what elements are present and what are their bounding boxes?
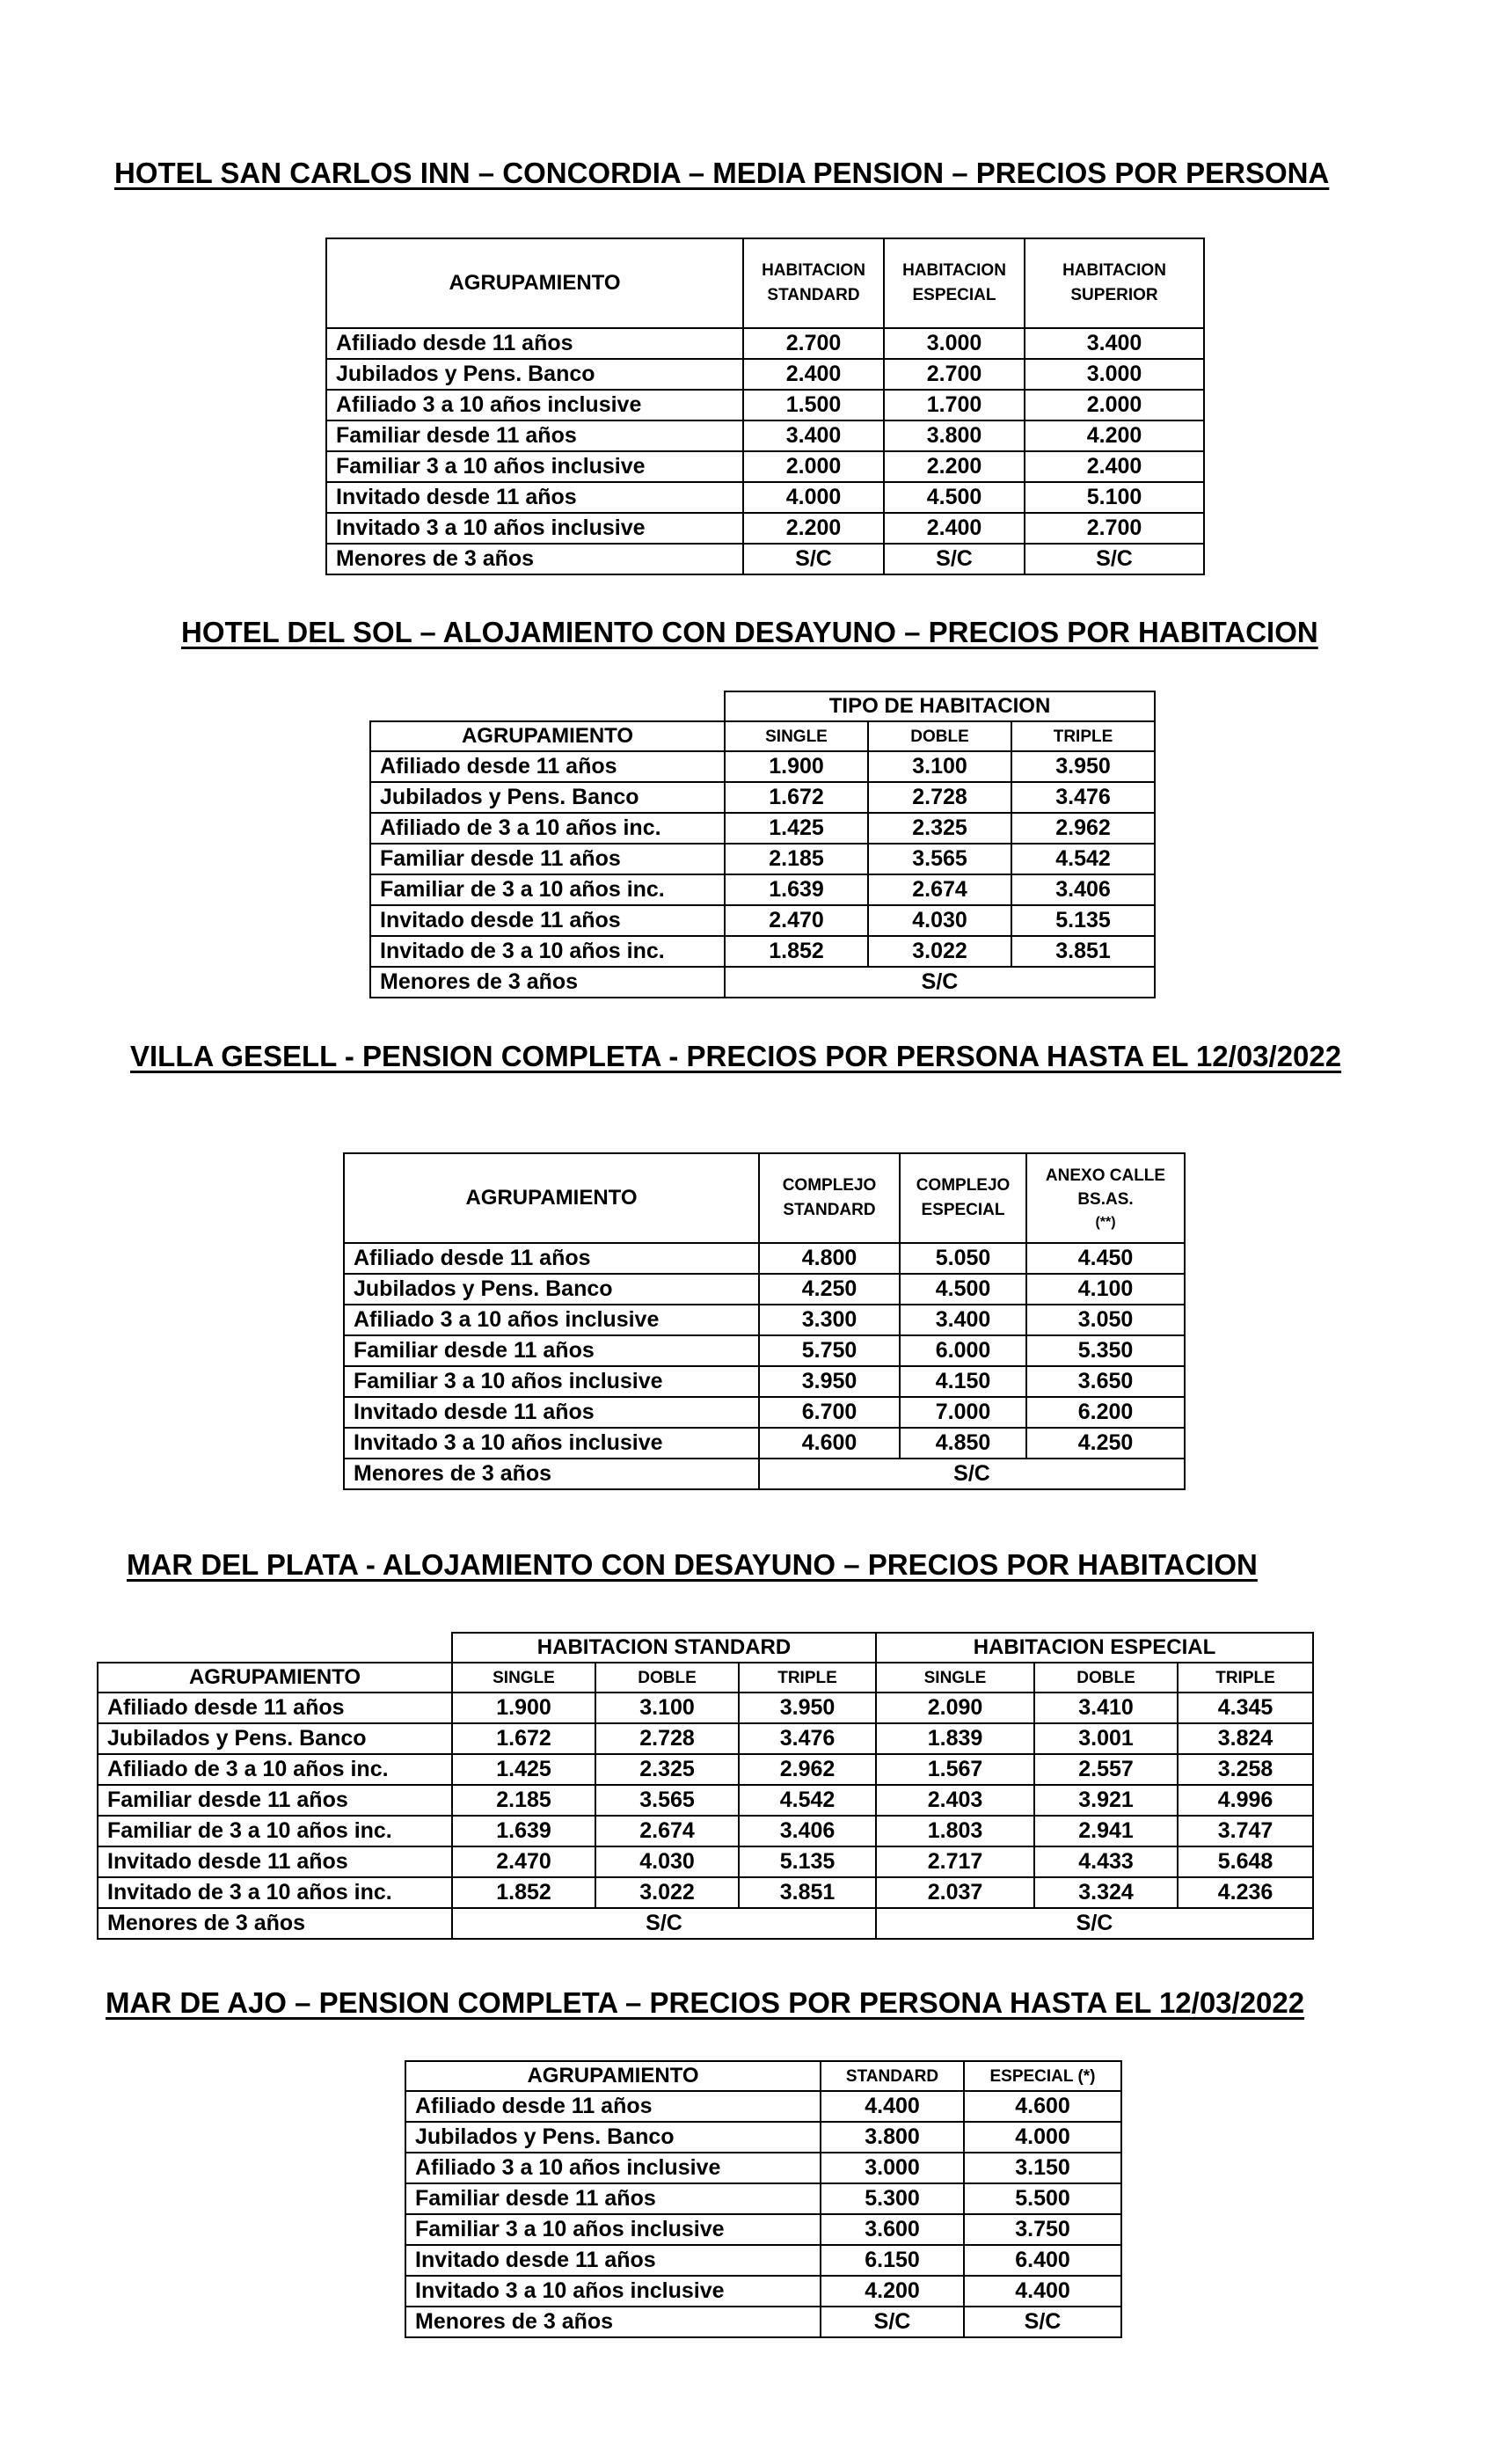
cell-value: 3.022 <box>595 1877 739 1908</box>
cell-value: 1.852 <box>725 936 868 967</box>
row-label: Invitado 3 a 10 años inclusive <box>326 513 743 544</box>
cell-value: 2.470 <box>725 905 868 936</box>
table-row <box>344 1397 1185 1428</box>
header-line: BS.AS. <box>1077 1190 1134 1210</box>
row-label: Menores de 3 años <box>98 1908 452 1939</box>
cell-value: 1.803 <box>876 1816 1034 1846</box>
price-table-san-carlos <box>325 238 1205 575</box>
cell-value: 3.476 <box>1011 782 1155 813</box>
row-label: Invitado desde 11 años <box>98 1846 452 1877</box>
table-row <box>370 813 1155 844</box>
cell-value: 2.200 <box>884 451 1025 482</box>
cell-value: 5.300 <box>821 2183 964 2214</box>
cell-value: 3.747 <box>1178 1816 1313 1846</box>
table-row <box>98 1693 1313 1723</box>
header-habitacion-standard: HABITACION STANDARD <box>452 1633 876 1663</box>
cell-value: 3.950 <box>1011 751 1155 782</box>
cell-value: S/C <box>759 1459 1185 1489</box>
cell-value: 2.941 <box>1034 1816 1178 1846</box>
cell-value: 2.185 <box>725 844 868 874</box>
header-col-triple: TRIPLE <box>1178 1663 1313 1693</box>
header-line: ESPECIAL <box>921 1201 1005 1219</box>
cell-value: 4.400 <box>964 2276 1121 2307</box>
table-row <box>98 1846 1313 1877</box>
header-line: COMPLEJO <box>782 1176 877 1195</box>
table-row <box>98 1723 1313 1754</box>
cell-value: 3.324 <box>1034 1877 1178 1908</box>
row-label: Invitado desde 11 años <box>344 1397 759 1428</box>
row-label: Invitado desde 11 años <box>405 2245 821 2276</box>
header-col-especial <box>884 238 1025 328</box>
cell-value: 1.425 <box>452 1754 595 1785</box>
cell-value: 3.800 <box>821 2122 964 2153</box>
cell-value: 3.851 <box>739 1877 876 1908</box>
table-header-row <box>326 238 1204 328</box>
cell-value: 4.000 <box>743 482 884 513</box>
cell-value: 1.672 <box>725 782 868 813</box>
cell-value: 3.950 <box>759 1366 900 1397</box>
header-agrupamiento: AGRUPAMIENTO <box>405 2061 821 2091</box>
cell-value: 2.325 <box>595 1754 739 1785</box>
header-col-doble: DOBLE <box>868 721 1011 751</box>
cell-value: 6.700 <box>759 1397 900 1428</box>
table-row <box>405 2307 1121 2337</box>
row-label: Menores de 3 años <box>370 967 725 998</box>
price-table-mar-de-ajo <box>405 2060 1122 2338</box>
cell-value: 4.500 <box>900 1274 1026 1305</box>
table-row <box>326 390 1204 420</box>
table-header-row <box>370 721 1155 751</box>
table-row <box>344 1335 1185 1366</box>
table-row <box>370 874 1155 905</box>
cell-value: 4.200 <box>821 2276 964 2307</box>
table-row <box>326 451 1204 482</box>
cell-value: 2.000 <box>1025 390 1204 420</box>
cell-value: 4.600 <box>964 2091 1121 2122</box>
header-line: HABITACION <box>902 261 1006 281</box>
row-label: Invitado desde 11 años <box>370 905 725 936</box>
header-col-doble: DOBLE <box>1034 1663 1178 1693</box>
cell-value: 3.410 <box>1034 1693 1178 1723</box>
header-line: (**) <box>1095 1214 1116 1230</box>
cell-value: 1.900 <box>725 751 868 782</box>
cell-value: 2.700 <box>1025 513 1204 544</box>
table-row <box>370 967 1155 998</box>
row-label: Jubilados y Pens. Banco <box>370 782 725 813</box>
section-title-mar-del-plata: MAR DEL PLATA - ALOJAMIENTO CON DESAYUNO – PRECIOS POR HABITACION <box>127 1548 1258 1581</box>
header-col-triple: TRIPLE <box>739 1663 876 1693</box>
cell-value: 6.400 <box>964 2245 1121 2276</box>
cell-value: 2.403 <box>876 1785 1034 1816</box>
row-label: Invitado 3 a 10 años inclusive <box>344 1428 759 1459</box>
cell-value: 3.400 <box>1025 328 1204 359</box>
cell-value: 2.674 <box>595 1816 739 1846</box>
cell-value: 2.674 <box>868 874 1011 905</box>
cell-value: 4.500 <box>884 482 1025 513</box>
row-label: Familiar desde 11 años <box>98 1785 452 1816</box>
cell-value: 3.600 <box>821 2214 964 2245</box>
cell-value: 3.000 <box>821 2153 964 2183</box>
table-row <box>405 2091 1121 2122</box>
table-row <box>370 751 1155 782</box>
row-label: Afiliado 3 a 10 años inclusive <box>405 2153 821 2183</box>
cell-value: 1.567 <box>876 1754 1034 1785</box>
row-label: Afiliado 3 a 10 años inclusive <box>344 1305 759 1335</box>
section-title-mar-de-ajo: MAR DE AJO – PENSION COMPLETA – PRECIOS POR PERSONA HASTA EL 12/03/2022 <box>106 1986 1305 2019</box>
row-label: Familiar desde 11 años <box>344 1335 759 1366</box>
cell-value: 4.236 <box>1178 1877 1313 1908</box>
table-header-row <box>344 1153 1185 1243</box>
header-col-especial: ESPECIAL (*) <box>964 2061 1121 2091</box>
cell-value: 1.639 <box>725 874 868 905</box>
table-row <box>344 1274 1185 1305</box>
cell-value: 5.135 <box>739 1846 876 1877</box>
header-col-anexo <box>1026 1153 1185 1243</box>
table-row <box>344 1243 1185 1274</box>
section-title-villa-gesell: VILLA GESELL - PENSION COMPLETA - PRECIOS POR PERSONA HASTA EL 12/03/2022 <box>130 1040 1342 1072</box>
cell-value: S/C <box>884 544 1025 574</box>
table-row <box>326 420 1204 451</box>
cell-value: 3.824 <box>1178 1723 1313 1754</box>
cell-value: 6.200 <box>1026 1397 1185 1428</box>
cell-value: 1.672 <box>452 1723 595 1754</box>
cell-value: S/C <box>743 544 884 574</box>
header-col-doble: DOBLE <box>595 1663 739 1693</box>
cell-value: 2.400 <box>1025 451 1204 482</box>
cell-value: S/C <box>725 967 1155 998</box>
table-row <box>326 513 1204 544</box>
cell-value: 5.500 <box>964 2183 1121 2214</box>
cell-value: S/C <box>1025 544 1204 574</box>
table-row <box>405 2276 1121 2307</box>
cell-value: 2.185 <box>452 1785 595 1816</box>
cell-value: 1.500 <box>743 390 884 420</box>
row-label: Familiar de 3 a 10 años inc. <box>370 874 725 905</box>
cell-value: 3.150 <box>964 2153 1121 2183</box>
row-label: Afiliado desde 11 años <box>370 751 725 782</box>
cell-value: 4.000 <box>964 2122 1121 2153</box>
header-line: HABITACION <box>762 261 865 281</box>
header-agrupamiento: AGRUPAMIENTO <box>344 1153 759 1243</box>
cell-value: 4.345 <box>1178 1693 1313 1723</box>
cell-value: 3.750 <box>964 2214 1121 2245</box>
cell-value: 3.650 <box>1026 1366 1185 1397</box>
section-title-del-sol: HOTEL DEL SOL – ALOJAMIENTO CON DESAYUNO – PRECIOS POR HABITACION <box>181 616 1318 648</box>
cell-value: 3.406 <box>739 1816 876 1846</box>
header-agrupamiento: AGRUPAMIENTO <box>98 1663 452 1693</box>
table-row <box>98 1908 1313 1939</box>
cell-value: 3.950 <box>739 1693 876 1723</box>
cell-value: S/C <box>821 2307 964 2337</box>
cell-value: 2.962 <box>739 1754 876 1785</box>
cell-value: 2.470 <box>452 1846 595 1877</box>
row-label: Afiliado desde 11 años <box>344 1243 759 1274</box>
cell-value: 3.001 <box>1034 1723 1178 1754</box>
header-line: COMPLEJO <box>916 1176 1011 1195</box>
cell-value: 3.050 <box>1026 1305 1185 1335</box>
empty-corner <box>370 691 725 721</box>
row-label: Afiliado 3 a 10 años inclusive <box>326 390 743 420</box>
cell-value: 4.030 <box>595 1846 739 1877</box>
cell-value: 5.350 <box>1026 1335 1185 1366</box>
cell-value: 2.000 <box>743 451 884 482</box>
cell-value: 4.542 <box>1011 844 1155 874</box>
cell-value: 5.750 <box>759 1335 900 1366</box>
table-row <box>370 936 1155 967</box>
cell-value: 2.557 <box>1034 1754 1178 1785</box>
row-label: Jubilados y Pens. Banco <box>98 1723 452 1754</box>
row-label: Jubilados y Pens. Banco <box>405 2122 821 2153</box>
table-row <box>370 844 1155 874</box>
cell-value: 6.000 <box>900 1335 1026 1366</box>
cell-value: 4.600 <box>759 1428 900 1459</box>
header-line: ESPECIAL <box>912 286 996 304</box>
row-label: Afiliado de 3 a 10 años inc. <box>370 813 725 844</box>
header-col-complejo-especial <box>900 1153 1026 1243</box>
table-row <box>344 1459 1185 1489</box>
row-label: Invitado desde 11 años <box>326 482 743 513</box>
table-row <box>98 1785 1313 1816</box>
table-row <box>405 2245 1121 2276</box>
table-row <box>326 544 1204 574</box>
header-agrupamiento: AGRUPAMIENTO <box>326 238 743 328</box>
table-row <box>405 2153 1121 2183</box>
row-label: Afiliado desde 11 años <box>326 328 743 359</box>
cell-value: 4.030 <box>868 905 1011 936</box>
cell-value: 5.648 <box>1178 1846 1313 1877</box>
cell-value: 2.037 <box>876 1877 1034 1908</box>
header-line: HABITACION <box>1062 261 1166 281</box>
row-label: Jubilados y Pens. Banco <box>344 1274 759 1305</box>
table-row <box>98 1816 1313 1846</box>
cell-value: 2.962 <box>1011 813 1155 844</box>
cell-value: 4.150 <box>900 1366 1026 1397</box>
cell-value: 3.100 <box>595 1693 739 1723</box>
table-row <box>326 359 1204 390</box>
row-label: Afiliado desde 11 años <box>405 2091 821 2122</box>
price-table-villa-gesell <box>343 1152 1186 1490</box>
row-label: Familiar 3 a 10 años inclusive <box>405 2214 821 2245</box>
table-header-row <box>405 2061 1121 2091</box>
cell-value: 2.717 <box>876 1846 1034 1877</box>
cell-value: 4.100 <box>1026 1274 1185 1305</box>
table-row <box>405 2214 1121 2245</box>
cell-value: 2.400 <box>743 359 884 390</box>
cell-value: 4.996 <box>1178 1785 1313 1816</box>
cell-value: 1.700 <box>884 390 1025 420</box>
cell-value: 3.300 <box>759 1305 900 1335</box>
cell-value: 6.150 <box>821 2245 964 2276</box>
cell-value: 4.200 <box>1025 420 1204 451</box>
cell-value: 4.850 <box>900 1428 1026 1459</box>
row-label: Familiar 3 a 10 años inclusive <box>326 451 743 482</box>
cell-value: 5.050 <box>900 1243 1026 1274</box>
cell-value: 3.000 <box>884 328 1025 359</box>
cell-value: 2.325 <box>868 813 1011 844</box>
cell-value: 1.639 <box>452 1816 595 1846</box>
row-label: Afiliado desde 11 años <box>98 1693 452 1723</box>
header-line: STANDARD <box>767 286 860 304</box>
row-label: Invitado 3 a 10 años inclusive <box>405 2276 821 2307</box>
row-label: Familiar 3 a 10 años inclusive <box>344 1366 759 1397</box>
cell-value: 4.450 <box>1026 1243 1185 1274</box>
table-row <box>344 1305 1185 1335</box>
row-label: Familiar desde 11 años <box>370 844 725 874</box>
header-line: STANDARD <box>783 1201 876 1219</box>
cell-value: 3.400 <box>743 420 884 451</box>
header-agrupamiento: AGRUPAMIENTO <box>370 721 725 751</box>
price-table-mar-del-plata <box>97 1632 1314 1940</box>
cell-value: 3.851 <box>1011 936 1155 967</box>
table-row <box>326 482 1204 513</box>
table-row <box>344 1428 1185 1459</box>
cell-value: 1.852 <box>452 1877 595 1908</box>
cell-value: 3.258 <box>1178 1754 1313 1785</box>
cell-value: 4.400 <box>821 2091 964 2122</box>
header-col-superior <box>1025 238 1204 328</box>
cell-value: 3.000 <box>1025 359 1204 390</box>
cell-value: 1.425 <box>725 813 868 844</box>
header-tipo-habitacion: TIPO DE HABITACION <box>725 691 1155 721</box>
row-label: Familiar de 3 a 10 años inc. <box>98 1816 452 1846</box>
header-line: SUPERIOR <box>1070 286 1158 304</box>
header-col-single: SINGLE <box>725 721 868 751</box>
table-row <box>405 2183 1121 2214</box>
header-col-standard: STANDARD <box>821 2061 964 2091</box>
cell-value: 2.090 <box>876 1693 1034 1723</box>
cell-value: 1.839 <box>876 1723 1034 1754</box>
cell-value: 2.400 <box>884 513 1025 544</box>
row-label: Invitado de 3 a 10 años inc. <box>370 936 725 967</box>
cell-value: 2.700 <box>743 328 884 359</box>
cell-value: 2.700 <box>884 359 1025 390</box>
row-label: Afiliado de 3 a 10 años inc. <box>98 1754 452 1785</box>
table-row <box>98 1877 1313 1908</box>
header-col-single: SINGLE <box>452 1663 595 1693</box>
row-label: Menores de 3 años <box>405 2307 821 2337</box>
cell-value: 3.565 <box>595 1785 739 1816</box>
cell-value: 7.000 <box>900 1397 1026 1428</box>
cell-value: 3.100 <box>868 751 1011 782</box>
table-super-header-row <box>98 1633 1313 1663</box>
table-row <box>405 2122 1121 2153</box>
table-row <box>326 328 1204 359</box>
row-label: Menores de 3 años <box>326 544 743 574</box>
header-col-standard <box>743 238 884 328</box>
table-super-header-row <box>370 691 1155 721</box>
cell-value: 5.100 <box>1025 482 1204 513</box>
cell-value: 4.433 <box>1034 1846 1178 1877</box>
cell-value: 4.542 <box>739 1785 876 1816</box>
header-col-single: SINGLE <box>876 1663 1034 1693</box>
row-label: Familiar desde 11 años <box>326 420 743 451</box>
cell-value: 4.250 <box>1026 1428 1185 1459</box>
table-header-row <box>98 1663 1313 1693</box>
header-line: ANEXO CALLE <box>1045 1166 1166 1185</box>
price-table-del-sol <box>369 691 1156 998</box>
section-title-san-carlos: HOTEL SAN CARLOS INN – CONCORDIA – MEDIA PENSION – PRECIOS POR PERSONA <box>114 157 1330 189</box>
empty-corner <box>98 1633 452 1663</box>
row-label: Invitado de 3 a 10 años inc. <box>98 1877 452 1908</box>
cell-value: 3.400 <box>900 1305 1026 1335</box>
cell-value: S/C <box>876 1908 1313 1939</box>
cell-value: 3.476 <box>739 1723 876 1754</box>
cell-value: 2.728 <box>595 1723 739 1754</box>
cell-value: 2.200 <box>743 513 884 544</box>
cell-value: 5.135 <box>1011 905 1155 936</box>
cell-value: 4.250 <box>759 1274 900 1305</box>
cell-value: 2.728 <box>868 782 1011 813</box>
cell-value: 3.921 <box>1034 1785 1178 1816</box>
cell-value: 1.900 <box>452 1693 595 1723</box>
table-row <box>98 1754 1313 1785</box>
cell-value: 4.800 <box>759 1243 900 1274</box>
cell-value: 3.022 <box>868 936 1011 967</box>
row-label: Jubilados y Pens. Banco <box>326 359 743 390</box>
cell-value: 3.800 <box>884 420 1025 451</box>
cell-value: 3.565 <box>868 844 1011 874</box>
header-col-complejo-standard <box>759 1153 900 1243</box>
header-habitacion-especial: HABITACION ESPECIAL <box>876 1633 1313 1663</box>
table-row <box>370 905 1155 936</box>
row-label: Familiar desde 11 años <box>405 2183 821 2214</box>
cell-value: S/C <box>452 1908 876 1939</box>
table-row <box>370 782 1155 813</box>
row-label: Menores de 3 años <box>344 1459 759 1489</box>
cell-value: 3.406 <box>1011 874 1155 905</box>
cell-value: S/C <box>964 2307 1121 2337</box>
header-col-triple: TRIPLE <box>1011 721 1155 751</box>
table-row <box>344 1366 1185 1397</box>
